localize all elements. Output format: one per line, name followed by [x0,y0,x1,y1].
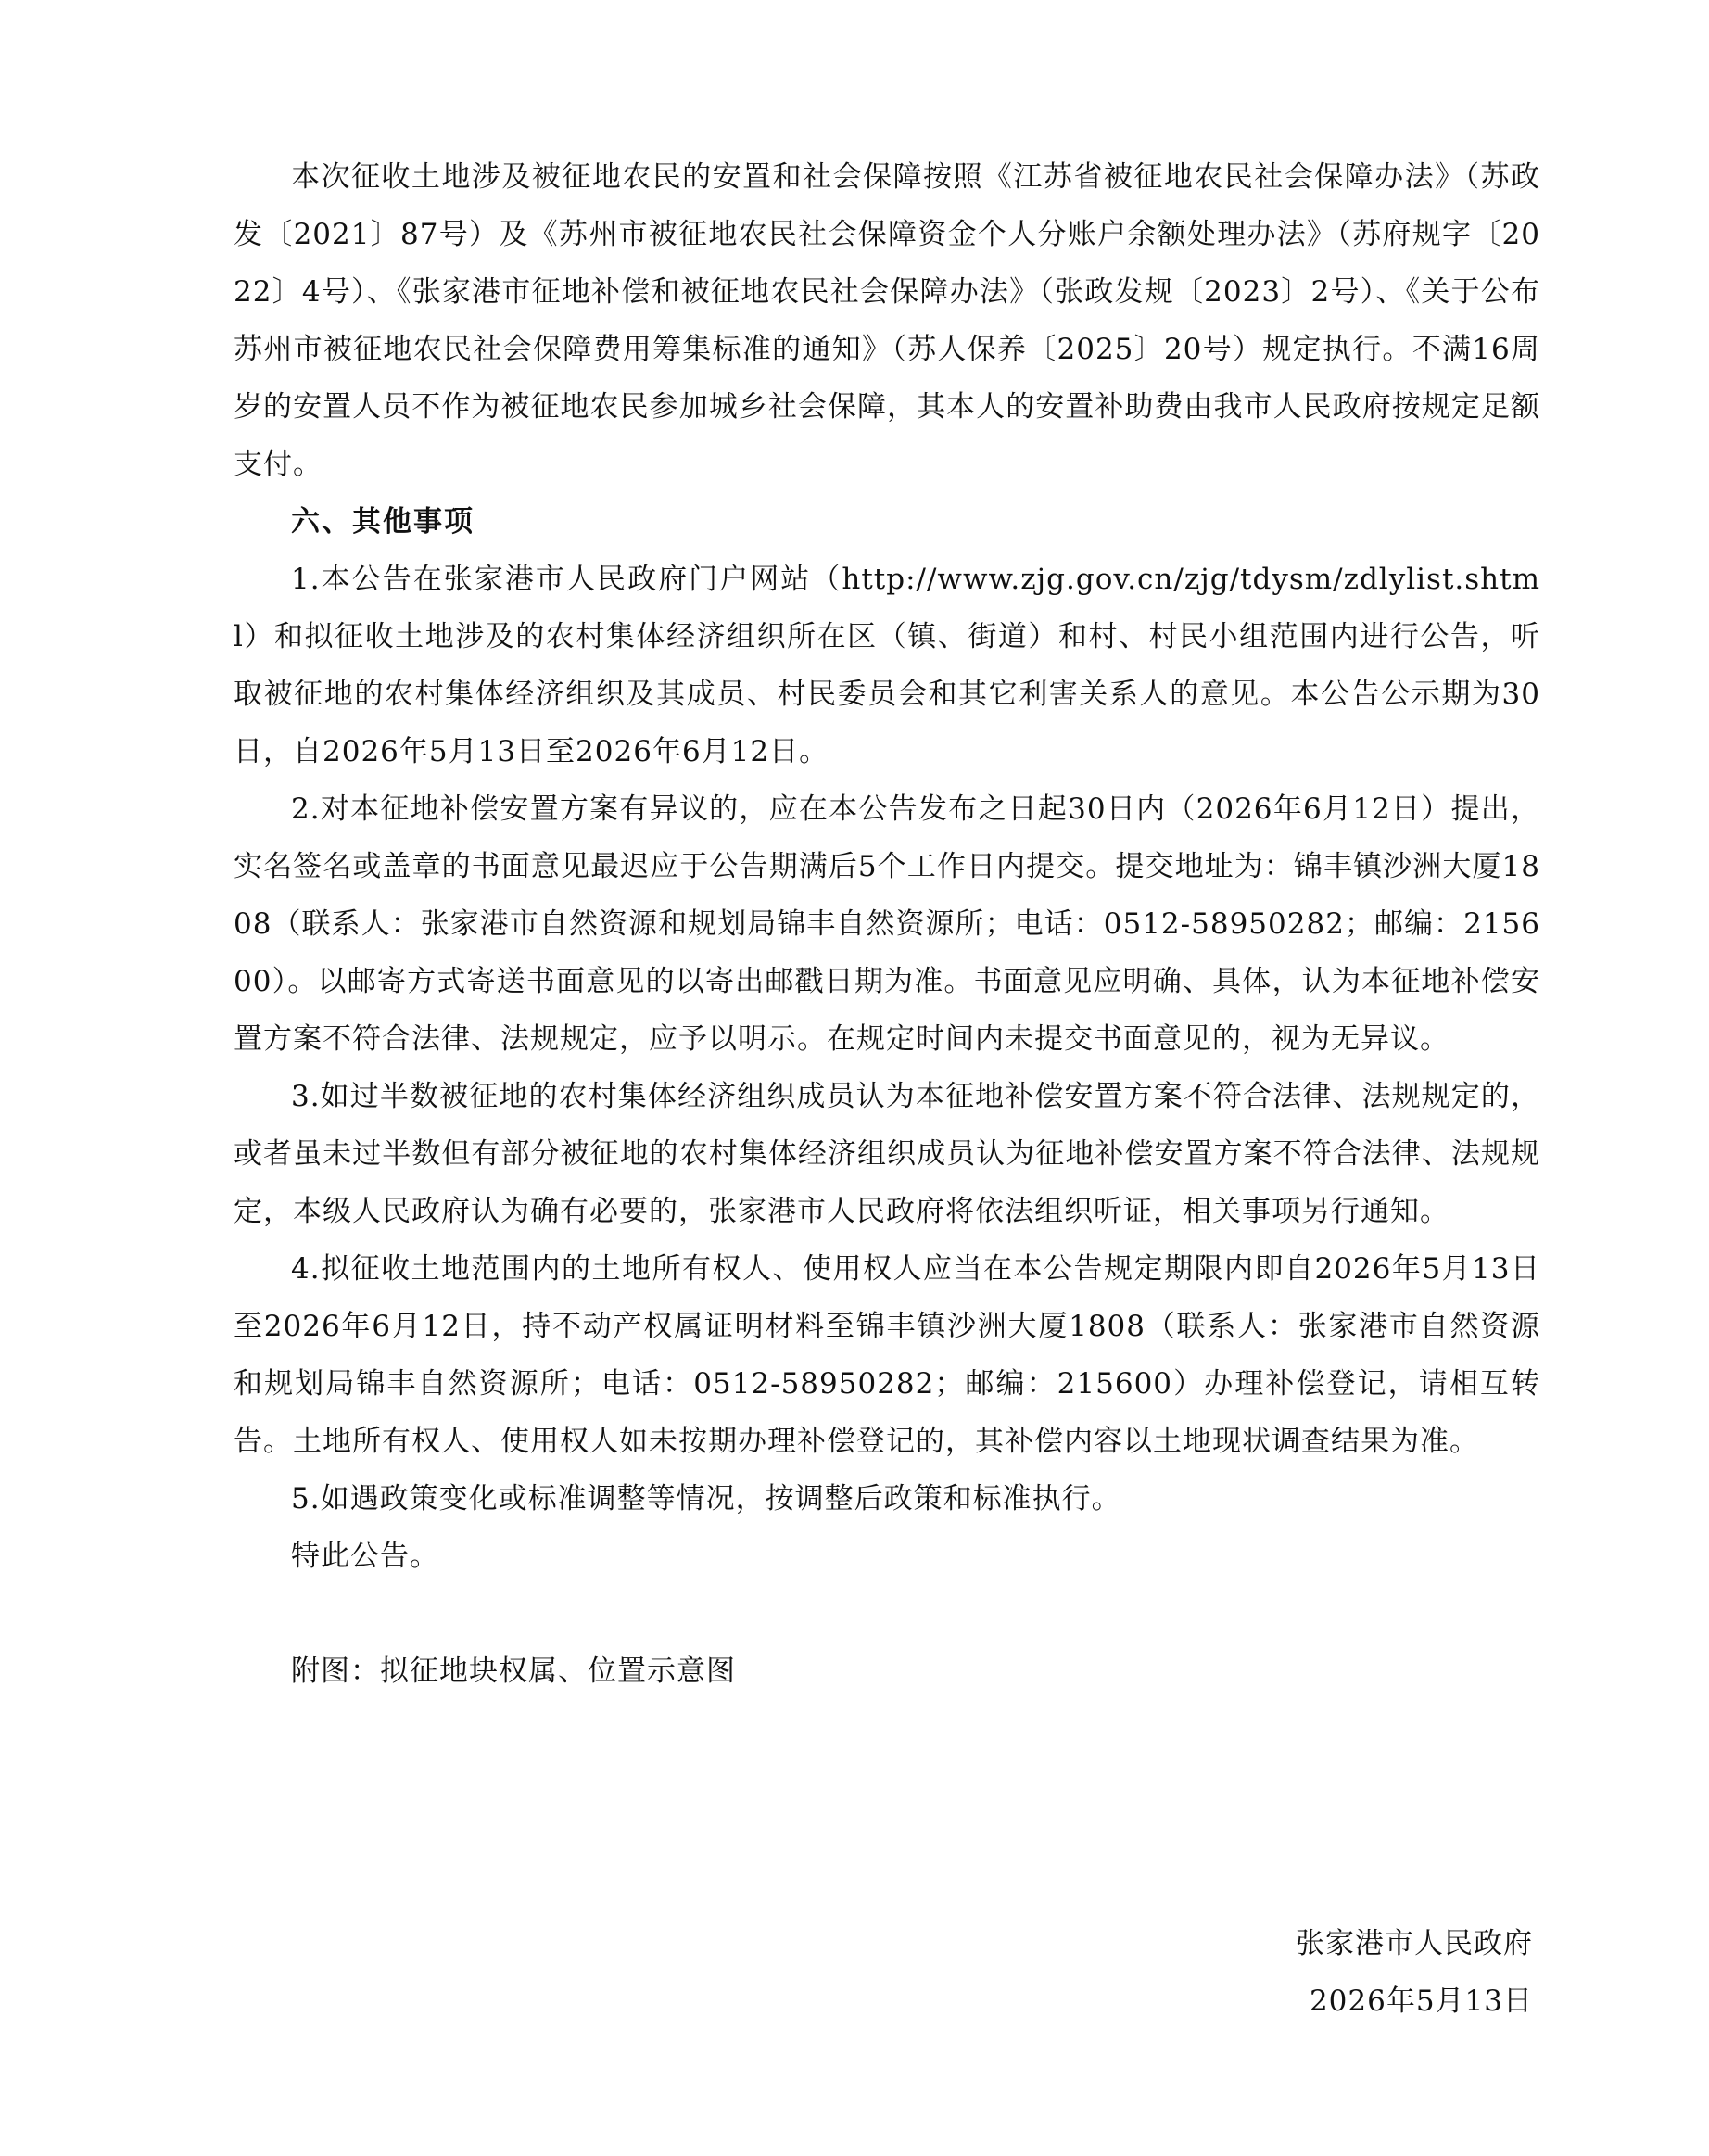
item-4-compensation-registration: 4.拟征收土地范围内的土地所有权人、使用权人应当在本公告规定期限内即自2026年5月13日至2026年6月12日，持不动产权属证明材料至锦丰镇沙洲大厦1808（联系人：张家港市自然资源和规划局锦丰自然资源所；电话：0512-58950282；邮编：215600）办理补偿登记，请相互转告。土地所有权人、使用权人如未按期办理补偿登记的，其补偿内容以土地现状调查结果为准。 [234,1252,1540,1458]
document-body [234,148,1540,1700]
signature-block [1296,1915,1533,2030]
item-5-policy-change: 5.如遇政策变化或标准调整等情况，按调整后政策和标准执行。 [291,1482,1121,1516]
item-1-announcement-scope: 1.本公告在张家港市人民政府门户网站（http://www.zjg.gov.cn/zjg/tdysm/zdlylist.shtml）和拟征收土地涉及的农村集体经济组织所在区（镇、街道）和村、村民小组范围内进行公告，听取被征地的农村集体经济组织及其成员、村民委员会和其它利害关系人的意见。本公告公示期为30日，自2026年5月13日至2026年6月12日。 [234,563,1540,768]
section-heading-other-matters: 六、其他事项 [291,505,475,539]
issuer-name: 张家港市人民政府 [1296,1927,1533,1960]
issue-date: 2026年5月13日 [1309,1985,1533,2018]
closing-statement: 特此公告。 [291,1540,439,1573]
attachment-note: 附图：拟征地块权属、位置示意图 [291,1655,736,1688]
item-3-hearing: 3.如过半数被征地的农村集体经济组织成员认为本征地补偿安置方案不符合法律、法规规定的，或者虽未过半数但有部分被征地的农村集体经济组织成员认为征地补偿安置方案不符合法律、法规规定，本级人民政府认为确有必要的，张家港市人民政府将依法组织听证，相关事项另行通知。 [234,1080,1540,1228]
item-2-objection-procedure: 2.对本征地补偿安置方案有异议的，应在本公告发布之日起30日内（2026年6月12日）提出，实名签名或盖章的书面意见最迟应于公告期满后5个工作日内提交。提交地址为：锦丰镇沙洲大厦1808（联系人：张家港市自然资源和规划局锦丰自然资源所；电话：0512-58950282；邮编：215600）。以邮寄方式寄送书面意见的以寄出邮戳日期为准。书面意见应明确、具体，认为本征地补偿安置方案不符合法律、法规规定，应予以明示。在规定时间内未提交书面意见的，视为无异议。 [234,793,1540,1056]
social-security-paragraph: 本次征收土地涉及被征地农民的安置和社会保障按照《江苏省被征地农民社会保障办法》（苏政发〔2021〕87号）及《苏州市被征地农民社会保障资金个人分账户余额处理办法》（苏府规字〔2022〕4号）、《张家港市征地补偿和被征地农民社会保障办法》（张政发规〔2023〕2号）、《关于公布苏州市被征地农民社会保障费用筹集标准的通知》（苏人保养〔2025〕20号）规定执行。不满16周岁的安置人员不作为被征地农民参加城乡社会保障，其本人的安置补助费由我市人民政府按规定足额支付。 [234,160,1540,481]
